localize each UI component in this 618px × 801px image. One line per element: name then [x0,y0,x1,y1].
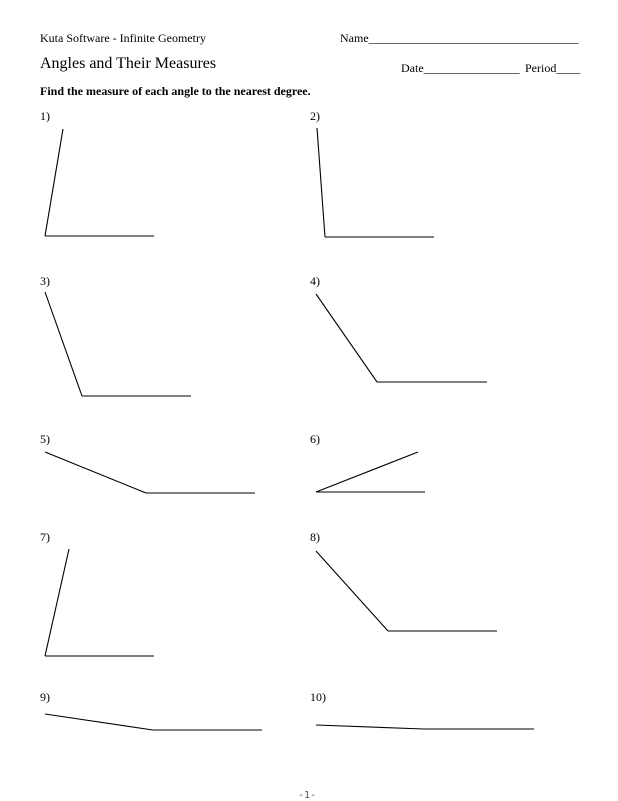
angle-4-slant-ray [316,294,377,382]
angle-10 [316,725,534,729]
problem-3-label: 3) [40,274,50,288]
angle-5 [45,452,255,493]
worksheet-title: Angles and Their Measures [40,55,217,72]
instructions: Find the measure of each angle to the nearest degree. [40,84,311,98]
publisher-label: Kuta Software - Infinite Geometry [40,31,206,45]
angle-9-slant-ray [45,714,153,730]
angle-6-slant-ray [316,452,418,492]
problem-10-label: 10) [310,690,326,704]
angle-2 [317,128,434,237]
problem-8-label: 8) [310,530,320,544]
angle-7 [45,549,154,656]
angle-5-slant-ray [45,452,146,493]
angle-8 [316,551,497,631]
problem-1-label: 1) [40,109,50,123]
angle-2-slant-ray [317,128,325,237]
angle-9 [45,714,262,730]
problem-4-label: 4) [310,274,320,288]
problem-6-label: 6) [310,432,320,446]
angle-6 [316,452,425,492]
problem-9-label: 9) [40,690,50,704]
angle-7-slant-ray [45,549,69,656]
angle-3 [45,292,191,396]
problem-2-label: 2) [310,109,320,123]
period-field: Period____ [525,61,581,75]
angle-1 [45,129,154,236]
angle-3-slant-ray [45,292,82,396]
angle-8-slant-ray [316,551,388,631]
problem-5-label: 5) [40,432,50,446]
problem-7-label: 7) [40,530,50,544]
page-number: -1- [298,790,317,801]
angle-10-slant-ray [316,725,424,729]
name-field: Name___________________________________ [340,31,579,45]
date-field: Date________________ [401,61,520,75]
angle-4 [316,294,487,382]
angle-1-slant-ray [45,129,63,236]
